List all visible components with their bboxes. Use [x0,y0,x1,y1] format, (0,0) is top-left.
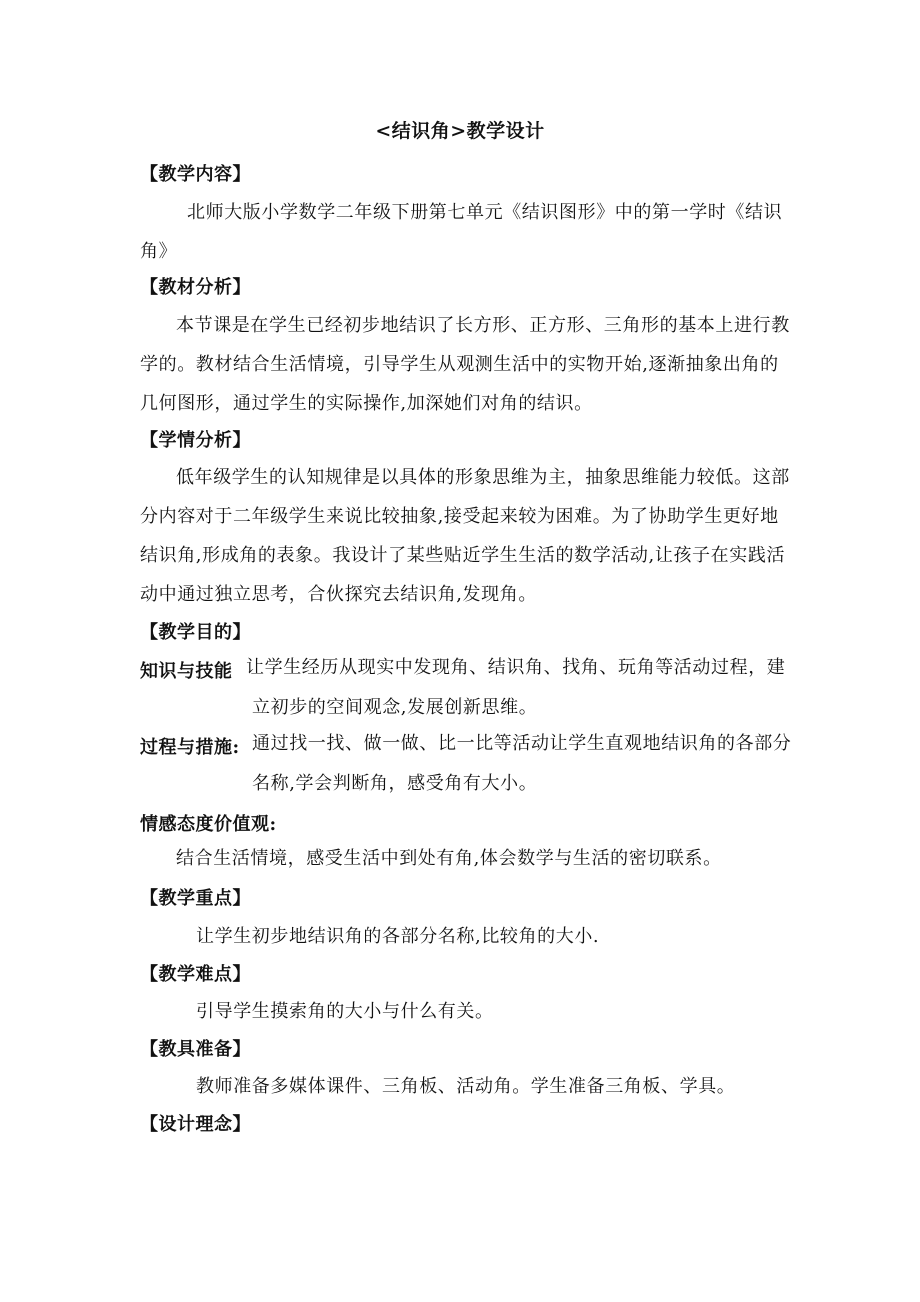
heading-teaching-key: 【教学重点】 [140,888,251,909]
knowledge-line-1: 让学生经历从现实中发现角、结识角、找角、玩角等活动过程，建 [246,657,786,678]
knowledge-line-2: 立初步的空间观念,发展创新思维。 [252,697,538,718]
teaching-content-line-2: 角》 [140,241,178,262]
teaching-key-line: 让学生初步地结识角的各部分名称,比较角的大小. [196,926,600,947]
teaching-content-line-1: 北师大版小学数学二年级下册第七单元《结识图形》中的第一学时《结识 [187,202,783,223]
heading-material-analysis: 【教材分析】 [140,277,251,298]
heading-teaching-difficulty: 【教学难点】 [140,964,251,985]
material-analysis-line-1: 本节课是在学生已经初步地结识了长方形、正方形、三角形的基本上进行教 [176,315,790,336]
process-label: 过程与措施: [140,737,240,758]
student-analysis-line-4: 动中通过独立思考，合伙探究去结识角,发现角。 [140,584,537,605]
heading-student-analysis: 【学情分析】 [140,430,251,451]
teaching-difficulty-line: 引导学生摸索角的大小与什么有关。 [196,1001,494,1022]
heading-design-concept: 【设计理念】 [140,1114,251,1135]
emotion-label: 情感态度价值观: [140,814,277,835]
document-title: <结识角>教学设计 [375,120,545,142]
heading-teaching-goals: 【教学目的】 [140,622,251,643]
knowledge-label: 知识与技能 [140,661,233,682]
process-line-1: 通过找一找、做一做、比一比等活动让学生直观地结识角的各部分 [252,733,792,754]
student-analysis-line-2: 分内容对于二年级学生来说比较抽象,接受起来较为困难。为了协助学生更好地 [140,506,779,527]
heading-teaching-content: 【教学内容】 [140,164,251,185]
material-analysis-line-3: 几何图形，通过学生的实际操作,加深她们对角的结识。 [140,393,593,414]
process-line-2: 名称,学会判断角，感受角有大小。 [252,773,538,794]
teaching-tools-line: 教师准备多媒体课件、三角板、活动角。学生准备三角板、学具。 [196,1076,736,1097]
material-analysis-line-2: 学的。教材结合生活情境，引导学生从观测生活中的实物开始,逐渐抽象出角的 [140,354,779,375]
heading-teaching-tools: 【教具准备】 [140,1039,251,1060]
emotion-line: 结合生活情境，感受生活中到处有角,体会数学与生活的密切联系。 [176,848,722,869]
student-analysis-line-1: 低年级学生的认知规律是以具体的形象思维为主，抽象思维能力较低。这部 [176,467,790,488]
student-analysis-line-3: 结识角,形成角的表象。我设计了某些贴近学生生活的数学活动,让孩子在实践活 [140,545,786,566]
